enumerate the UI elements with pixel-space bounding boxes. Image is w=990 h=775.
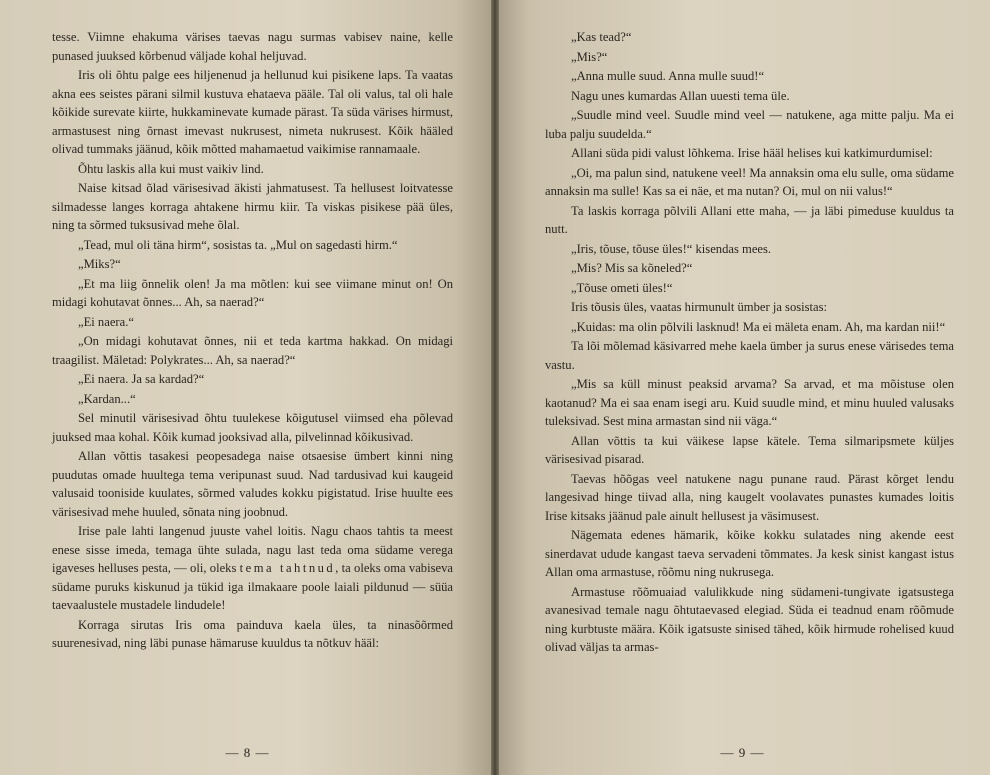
paragraph: „Iris, tõuse, tõuse üles!“ kisendas mees. [571,241,772,256]
paragraph: Korraga sirutas Iris oma painduva kaela üles, ta ninasõõrmed suurenesivad, ning läbi punase hämaruse kuuldus ta nõtkuv hääl: [52,617,453,650]
paragraph: Allan võttis ta kui väikese lapse kätele. Tema silmaripsmete küljes värisesivad pisarad. [545,433,954,466]
paragraph: Nagu unes kumardas Allan uuesti tema üle. [571,88,790,103]
paragraph: „Et ma liig õnnelik olen! Ja ma mõtlen: kui see viimane minut on! On midagi kohutavat õnnes... Ah, sa naerad?“ [52,276,453,309]
paragraph: Allan võttis tasakesi peopesadega naise otsaesise ümbert kinni ning puudutas omade huultega tema veripunast suud. Nad tardusivad kui kaugeid valusaid tooniside kuulates, sõrmed valudes kokku pigistatud. Irise huulte ees värisesivad mehe huuled, sõnata ning joobnud. [52,449,453,519]
paragraph-text: , ta oleks oma vabiseva südame puruks kiskunud ja tükid iga ilmakaare poole laiali pildunud — süüa taevaalustele mustadele lindudele! [52,561,453,612]
paragraph: „Mis sa küll minust peaksid arvama? Sa arvad, et ma mõistuse olen kaotanud? Ma ei saa enam isegi aru. Kuid suudle mind, et minu huuled valusaks tuleksivad. Sest mina armastan sind nii väga.“ [545,377,954,428]
paragraph: „On midagi kohutavat õnnes, nii et teda kartma hakkad. On midagi traagilist. Mäletad: Polykrates... Ah, sa naerad?“ [52,334,453,367]
paragraph: Õhtu laskis alla kui must vaikiv lind. [78,161,264,176]
paragraph: „Anna mulle suud. Anna mulle suud!“ [571,69,765,83]
paragraph: Ta laskis korraga põlvili Allani ette maha, — ja läbi pimeduse kuuldus ta nutt. [545,203,954,236]
left-page-text [52,28,453,653]
paragraph: „Suudle mind veel. Suudle mind veel — natukene, aga mitte palju. Ma ei luba palju suudelda.“ [545,108,954,141]
paragraph: „Kuidas: ma olin põlvili lasknud! Ma ei mäleta enam. Ah, ma kardan nii!“ [571,319,946,334]
paragraph: Nägemata edenes hämarik, kõike kokku sulatades ning akende eest sinerdavat udude kangast taeva servadeni tõmmates. Ja kesk sinist kangast istus Allan oma armastuse, rõõmu ning nukrusega. [545,528,954,579]
paragraph: „Miks?“ [78,257,121,271]
paragraph: Taevas hõõgas veel natukene nagu punane raud. Pärast kõrget lendu langesivad hinge tiivad alla, ning kaugelt voolavates punastes kumades loitis Irise kitsaks jäänud pale ainult hellusest ja väsimusest. [545,471,954,523]
paragraph: „Tead, mul oli täna hirm“, sosistas ta. „Mul on sagedasti hirm.“ [78,237,398,252]
paragraph: „Ei naera.“ [78,314,134,329]
right-page-text [545,28,954,657]
right-page [495,0,990,775]
paragraph: Ta lõi mõlemad käsivarred mehe kaela ümber ja surus enese värisedes tema vastu. [545,339,954,372]
paragraph: Naise kitsad õlad värisesivad äkisti jahmatusest. Ta hellusest loitvatesse silmadesse langes korraga ahtakene hirmu kiir. Ta viskas pisikese pää üles, ning ta sõrmed tuksusivad mehe õlal. [52,181,453,232]
paragraph: Iris tõusis üles, vaatas hirmunult ümber ja sosistas: [571,300,828,314]
book-gutter [491,0,499,775]
paragraph: Iris oli õhtu palge ees hiljenenud ja hellunud kui pisikene laps. Ta vaatas akna ees seistes pärani silmil kustuva ehataeva pääle. Tal oli valus, tal oli hale kõikide surevate kiirte, hukkaminevate kumade pärast. Ta süda värises hirmust, armastusest ning õrnast imevast nukrusest, nimeta nukrusest. Kõik hääled olivad tummaks jäänud, kõik mõtted mahamaetud vaikimise rannamaale. [52,68,453,156]
paragraph: „Kas tead?“ [571,30,632,44]
paragraph: Armastuse rõõmuaiad valulikkude ning südameni-tungivate igatsustega avanesivad temale nagu õhtutaevased elegiad. Süda ei teadnud enam rõõmude ning kurbtuste määra. Kõik igatsuste sinised tähed, kõik hirmude rohelised kuud olivad väljas ta armas- [545,584,954,654]
paragraph: „Ei naera. Ja sa kardad?“ [78,372,205,386]
paragraph: „Kardan...“ [78,391,136,406]
page-number-right: — 9 — [720,745,765,760]
paragraph-text: Irise pale lahti langenud juuste vahel loitis. Nagu chaos tahtis ta meest enese sisse imeda, temaga ühte sulada, nagu last teda oma südame verega igaveses helluses pesta, — oli, oleks [52,524,453,575]
emphasis-text: tema tahtnud [239,561,336,575]
paragraph: „Oi, ma palun sind, natukene veel! Ma annaksin oma elu sulle, oma südame annaksin ma sulle! Kas sa ei näe, et ma nutan? Oi, mul on nii valus!“ [545,165,954,198]
paragraph: Sel minutil värisesivad õhtu tuulekese kõigutusel viimsed eha põlevad juuksed maa kohal. Kõik kumad jooksivad alla, pilvelinnad kõikusivad. [52,411,453,444]
paragraph: tesse. Viimne ehakuma värises taevas nagu surmas vabisev naine, kelle punased juuksed kõrbenud väljade kohal heljuvad. [52,30,453,63]
paragraph: Allani süda pidi valust lõhkema. Irise hääl helises kui katkimurdumisel: [571,146,933,160]
paragraph: „Tõuse ometi üles!“ [571,280,673,295]
paragraph: „Mis?“ [571,49,608,64]
page-number-left: — 8 — [225,745,270,760]
paragraph [52,522,453,615]
paragraph: „Mis? Mis sa kõneled?“ [571,261,693,275]
